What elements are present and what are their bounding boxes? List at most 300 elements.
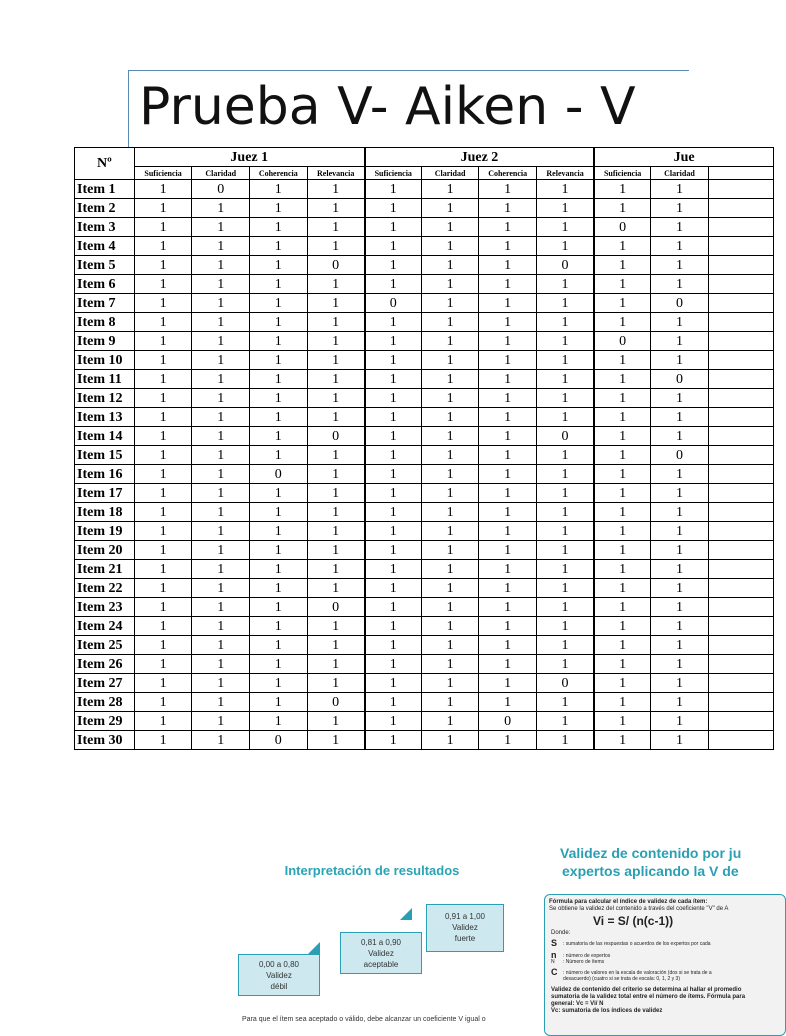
score-cell: 1 [134, 180, 192, 199]
item-label: Item 6 [75, 275, 135, 294]
score-cell: 1 [192, 446, 250, 465]
c-symbol: C [551, 967, 558, 977]
item-label: Item 18 [75, 503, 135, 522]
score-cell: 1 [192, 598, 250, 617]
score-cell: 1 [421, 199, 479, 218]
score-cell: 1 [536, 693, 594, 712]
score-cell: 1 [421, 617, 479, 636]
table-row [75, 427, 774, 446]
score-cell: 1 [307, 275, 365, 294]
step-label: Validez débil [266, 971, 292, 991]
score-cell: 1 [134, 712, 192, 731]
score-cell: 1 [365, 237, 422, 256]
score-cell: 1 [651, 427, 709, 446]
score-cell: 1 [536, 522, 594, 541]
score-cell: 1 [536, 332, 594, 351]
s-desc: : sumatoria de las respuestas o acuerdos de los expertos por cada [563, 941, 711, 947]
score-cell: 1 [365, 541, 422, 560]
score-cell: 1 [250, 446, 308, 465]
aiken-table [74, 147, 774, 750]
score-cell: 1 [307, 313, 365, 332]
criterion-header: Suficiencia [134, 167, 192, 180]
score-cell: 1 [192, 712, 250, 731]
table-row [75, 674, 774, 693]
score-cell-cut [708, 579, 773, 598]
validity-title-line2: expertos aplicando la V de [562, 863, 739, 879]
table-row [75, 389, 774, 408]
score-cell-cut [708, 256, 773, 275]
score-cell: 1 [421, 579, 479, 598]
table-row [75, 351, 774, 370]
table-row [75, 275, 774, 294]
score-cell: 1 [192, 427, 250, 446]
score-cell: 1 [134, 351, 192, 370]
item-label: Item 25 [75, 636, 135, 655]
score-cell: 0 [651, 446, 709, 465]
score-cell: 1 [421, 408, 479, 427]
score-cell: 1 [365, 275, 422, 294]
score-cell: 1 [421, 294, 479, 313]
step-arrow [308, 942, 320, 954]
score-cell: 1 [192, 294, 250, 313]
score-cell: 1 [307, 731, 365, 750]
score-cell: 1 [536, 446, 594, 465]
item-label: Item 13 [75, 408, 135, 427]
score-cell: 1 [250, 503, 308, 522]
score-cell: 1 [250, 636, 308, 655]
score-cell-cut [708, 389, 773, 408]
score-cell: 1 [536, 237, 594, 256]
N-desc: : Número de ítems [563, 959, 605, 965]
n-symbol: n [551, 950, 557, 960]
page-title: Prueba V- Aiken - V [139, 77, 636, 137]
formula: Vi = S/ (n(c-1)) [593, 914, 674, 928]
score-cell: 1 [536, 408, 594, 427]
item-label: Item 17 [75, 484, 135, 503]
score-cell: 1 [134, 427, 192, 446]
score-cell: 1 [421, 218, 479, 237]
score-cell: 1 [134, 294, 192, 313]
item-label: Item 27 [75, 674, 135, 693]
score-cell: 1 [134, 313, 192, 332]
score-cell: 1 [479, 598, 537, 617]
score-cell-cut [708, 484, 773, 503]
score-cell: 1 [250, 617, 308, 636]
table-row [75, 313, 774, 332]
score-cell: 0 [536, 674, 594, 693]
bullet-1: Fórmula para calcular el índice de validez de cada ítem: [549, 899, 708, 905]
score-cell: 1 [365, 351, 422, 370]
score-cell: 1 [651, 712, 709, 731]
score-cell: 1 [307, 522, 365, 541]
score-cell: 1 [479, 693, 537, 712]
paragraph-4: Vc: sumatoria de los índices de validez [551, 1008, 663, 1014]
score-cell: 1 [479, 541, 537, 560]
score-cell: 1 [479, 522, 537, 541]
step-label: Validez fuerte [452, 923, 478, 943]
score-cell: 1 [134, 693, 192, 712]
score-cell: 1 [651, 332, 709, 351]
score-cell: 1 [192, 275, 250, 294]
score-cell: 1 [651, 389, 709, 408]
table-row [75, 484, 774, 503]
score-cell: 1 [479, 275, 537, 294]
paragraph-1: Validez de contenido del criterio se determina al hallar el promedio [551, 987, 742, 993]
item-label: Item 26 [75, 655, 135, 674]
score-cell: 1 [365, 712, 422, 731]
score-cell: 1 [536, 731, 594, 750]
score-cell: 1 [192, 256, 250, 275]
score-cell: 1 [479, 256, 537, 275]
score-cell: 1 [307, 617, 365, 636]
score-cell: 1 [536, 655, 594, 674]
score-cell: 1 [134, 560, 192, 579]
interpretation-note: Para que el ítem sea aceptado o válido, debe alcanzar un coeficiente V igual o [242, 1016, 486, 1023]
score-cell: 1 [307, 636, 365, 655]
score-cell: 1 [421, 731, 479, 750]
score-cell: 1 [421, 522, 479, 541]
item-label: Item 28 [75, 693, 135, 712]
score-cell: 1 [250, 693, 308, 712]
score-cell: 1 [421, 560, 479, 579]
score-cell: 1 [365, 389, 422, 408]
score-cell: 1 [192, 636, 250, 655]
table-row [75, 712, 774, 731]
score-cell: 1 [134, 636, 192, 655]
item-label: Item 10 [75, 351, 135, 370]
item-label: Item 24 [75, 617, 135, 636]
score-cell-cut [708, 503, 773, 522]
score-cell: 1 [594, 275, 651, 294]
score-cell: 1 [307, 389, 365, 408]
score-cell: 1 [250, 256, 308, 275]
item-label: Item 23 [75, 598, 135, 617]
score-cell-cut [708, 370, 773, 389]
score-cell-cut [708, 313, 773, 332]
score-cell: 1 [421, 541, 479, 560]
score-cell: 1 [594, 503, 651, 522]
score-cell: 1 [307, 218, 365, 237]
score-cell: 1 [651, 617, 709, 636]
table-row [75, 541, 774, 560]
score-cell-cut [708, 446, 773, 465]
item-label: Item 8 [75, 313, 135, 332]
table-row [75, 636, 774, 655]
interpretation-slide [236, 858, 508, 1024]
score-cell: 0 [307, 427, 365, 446]
validity-title-line1: Validez de contenido por ju [560, 845, 742, 861]
score-cell: 1 [365, 579, 422, 598]
score-cell-cut [708, 465, 773, 484]
score-cell: 1 [651, 218, 709, 237]
score-cell: 1 [536, 636, 594, 655]
score-cell: 1 [421, 693, 479, 712]
score-cell-cut [708, 560, 773, 579]
score-cell: 1 [536, 484, 594, 503]
score-cell: 1 [651, 655, 709, 674]
score-cell: 1 [192, 655, 250, 674]
score-cell: 1 [365, 522, 422, 541]
score-cell: 1 [250, 655, 308, 674]
score-cell: 1 [134, 370, 192, 389]
score-cell: 1 [192, 579, 250, 598]
score-cell: 1 [192, 351, 250, 370]
score-cell: 1 [651, 199, 709, 218]
score-cell-cut [708, 237, 773, 256]
item-label: Item 15 [75, 446, 135, 465]
judge-2-header: Juez 2 [365, 148, 594, 167]
score-cell: 1 [479, 560, 537, 579]
score-cell: 1 [479, 446, 537, 465]
item-label: Item 3 [75, 218, 135, 237]
score-cell: 1 [250, 351, 308, 370]
score-cell: 1 [192, 693, 250, 712]
item-label: Item 16 [75, 465, 135, 484]
score-cell: 1 [307, 351, 365, 370]
criterion-header: Coherencia [250, 167, 308, 180]
score-cell-cut [708, 218, 773, 237]
score-cell: 1 [365, 199, 422, 218]
score-cell: 1 [307, 484, 365, 503]
score-cell: 1 [192, 218, 250, 237]
score-cell: 0 [307, 693, 365, 712]
N-symbol: N [551, 959, 555, 965]
score-cell: 1 [134, 446, 192, 465]
score-cell: 1 [536, 465, 594, 484]
score-cell: 1 [307, 503, 365, 522]
table-row [75, 655, 774, 674]
score-cell-cut [708, 655, 773, 674]
score-cell: 1 [365, 313, 422, 332]
score-cell: 1 [651, 579, 709, 598]
score-cell: 1 [134, 332, 192, 351]
table-row [75, 579, 774, 598]
table-row [75, 180, 774, 199]
item-label: Item 5 [75, 256, 135, 275]
criterion-header: Relevancia [307, 167, 365, 180]
criterion-header-cut [708, 167, 773, 180]
score-cell: 1 [365, 560, 422, 579]
score-cell: 1 [651, 731, 709, 750]
score-cell: 1 [651, 275, 709, 294]
score-cell: 1 [651, 636, 709, 655]
score-cell: 1 [536, 617, 594, 636]
score-cell: 0 [594, 332, 651, 351]
score-cell: 1 [651, 560, 709, 579]
score-cell: 1 [365, 598, 422, 617]
n-desc: : número de expertos [563, 953, 611, 959]
score-cell: 1 [479, 617, 537, 636]
score-cell: 1 [479, 389, 537, 408]
score-cell: 0 [594, 218, 651, 237]
score-cell: 1 [134, 731, 192, 750]
score-cell-cut [708, 693, 773, 712]
score-cell: 1 [479, 484, 537, 503]
judge-1-header: Juez 1 [134, 148, 364, 167]
score-cell: 0 [307, 598, 365, 617]
score-cell: 1 [536, 598, 594, 617]
step-acceptable [340, 932, 422, 974]
score-cell: 1 [479, 313, 537, 332]
score-cell: 0 [479, 712, 537, 731]
score-cell: 1 [250, 294, 308, 313]
score-cell: 1 [594, 693, 651, 712]
score-cell: 1 [594, 446, 651, 465]
step-arrow [400, 908, 412, 920]
score-cell: 1 [421, 370, 479, 389]
score-cell-cut [708, 332, 773, 351]
score-cell: 1 [192, 313, 250, 332]
score-cell-cut [708, 598, 773, 617]
item-label: Item 22 [75, 579, 135, 598]
table-row [75, 598, 774, 617]
score-cell: 1 [250, 598, 308, 617]
score-cell: 1 [365, 693, 422, 712]
score-cell: 1 [134, 503, 192, 522]
score-cell: 1 [479, 370, 537, 389]
score-cell: 1 [421, 503, 479, 522]
score-cell: 1 [479, 503, 537, 522]
score-cell: 1 [192, 237, 250, 256]
score-cell: 1 [192, 389, 250, 408]
item-label: Item 20 [75, 541, 135, 560]
item-label: Item 19 [75, 522, 135, 541]
score-cell: 1 [536, 389, 594, 408]
criterion-header: Claridad [421, 167, 479, 180]
score-cell: 1 [651, 408, 709, 427]
score-cell-cut [708, 731, 773, 750]
table-row [75, 617, 774, 636]
score-cell: 1 [536, 313, 594, 332]
score-cell-cut [708, 636, 773, 655]
score-cell: 1 [651, 465, 709, 484]
score-cell: 1 [250, 541, 308, 560]
score-cell: 1 [536, 579, 594, 598]
score-cell: 1 [651, 256, 709, 275]
score-cell: 0 [307, 256, 365, 275]
score-cell: 1 [536, 199, 594, 218]
score-cell: 1 [365, 427, 422, 446]
score-cell: 1 [421, 313, 479, 332]
score-cell: 1 [307, 465, 365, 484]
score-cell: 1 [365, 731, 422, 750]
score-cell: 1 [479, 351, 537, 370]
score-cell: 1 [307, 655, 365, 674]
score-cell: 1 [134, 275, 192, 294]
item-label: Item 21 [75, 560, 135, 579]
criterion-header: Coherencia [479, 167, 537, 180]
score-cell: 1 [479, 579, 537, 598]
item-label: Item 14 [75, 427, 135, 446]
score-cell: 1 [365, 617, 422, 636]
score-cell: 1 [365, 408, 422, 427]
score-cell: 1 [365, 332, 422, 351]
table-viewport [74, 147, 695, 762]
score-cell: 1 [421, 427, 479, 446]
score-cell: 1 [594, 560, 651, 579]
score-cell: 1 [307, 237, 365, 256]
step-weak [238, 954, 320, 996]
score-cell-cut [708, 427, 773, 446]
score-cell: 1 [421, 389, 479, 408]
score-cell: 0 [536, 256, 594, 275]
score-cell: 1 [594, 617, 651, 636]
score-cell-cut [708, 275, 773, 294]
score-cell: 0 [250, 465, 308, 484]
score-cell: 1 [421, 351, 479, 370]
criterion-header: Relevancia [536, 167, 594, 180]
score-cell: 1 [479, 199, 537, 218]
item-label: Item 4 [75, 237, 135, 256]
score-cell: 1 [250, 674, 308, 693]
score-cell: 1 [365, 636, 422, 655]
score-cell: 1 [365, 674, 422, 693]
score-cell: 1 [421, 674, 479, 693]
score-cell: 1 [250, 389, 308, 408]
paragraph-2: sumatoria de la validez total entre el número de ítems. Fórmula para [551, 994, 746, 1000]
no-header: Nº [75, 148, 135, 180]
score-cell: 1 [250, 237, 308, 256]
table-row [75, 370, 774, 389]
score-cell: 1 [594, 199, 651, 218]
score-cell: 1 [651, 674, 709, 693]
score-cell: 1 [421, 237, 479, 256]
paragraph-3: general: Vc = Vi/ N [551, 1001, 604, 1007]
score-cell: 1 [536, 712, 594, 731]
score-cell: 0 [192, 180, 250, 199]
score-cell: 1 [651, 180, 709, 199]
score-cell: 1 [192, 522, 250, 541]
score-cell: 1 [134, 522, 192, 541]
table-row [75, 199, 774, 218]
score-cell: 1 [536, 560, 594, 579]
score-cell: 1 [594, 522, 651, 541]
score-cell: 1 [421, 655, 479, 674]
score-cell: 1 [479, 465, 537, 484]
criterion-header: Suficiencia [594, 167, 651, 180]
score-cell: 1 [250, 370, 308, 389]
score-cell: 1 [192, 541, 250, 560]
score-cell-cut [708, 522, 773, 541]
table-row [75, 503, 774, 522]
score-cell: 1 [192, 617, 250, 636]
score-cell: 1 [421, 332, 479, 351]
score-cell: 1 [192, 332, 250, 351]
score-cell: 1 [307, 579, 365, 598]
score-cell: 1 [479, 731, 537, 750]
table-row [75, 693, 774, 712]
score-cell: 1 [536, 294, 594, 313]
score-cell: 1 [594, 313, 651, 332]
score-cell: 1 [307, 446, 365, 465]
score-cell: 1 [594, 370, 651, 389]
score-cell: 1 [250, 579, 308, 598]
score-cell: 1 [479, 180, 537, 199]
score-cell: 1 [192, 484, 250, 503]
score-cell: 0 [365, 294, 422, 313]
score-cell: 1 [365, 465, 422, 484]
score-cell: 1 [134, 541, 192, 560]
score-cell: 1 [536, 351, 594, 370]
item-label: Item 11 [75, 370, 135, 389]
step-strong [426, 904, 504, 952]
item-label: Item 12 [75, 389, 135, 408]
judge-3-header: Jue [594, 148, 773, 167]
score-cell: 1 [250, 180, 308, 199]
score-cell: 1 [192, 731, 250, 750]
score-cell: 1 [479, 218, 537, 237]
score-cell: 1 [421, 275, 479, 294]
